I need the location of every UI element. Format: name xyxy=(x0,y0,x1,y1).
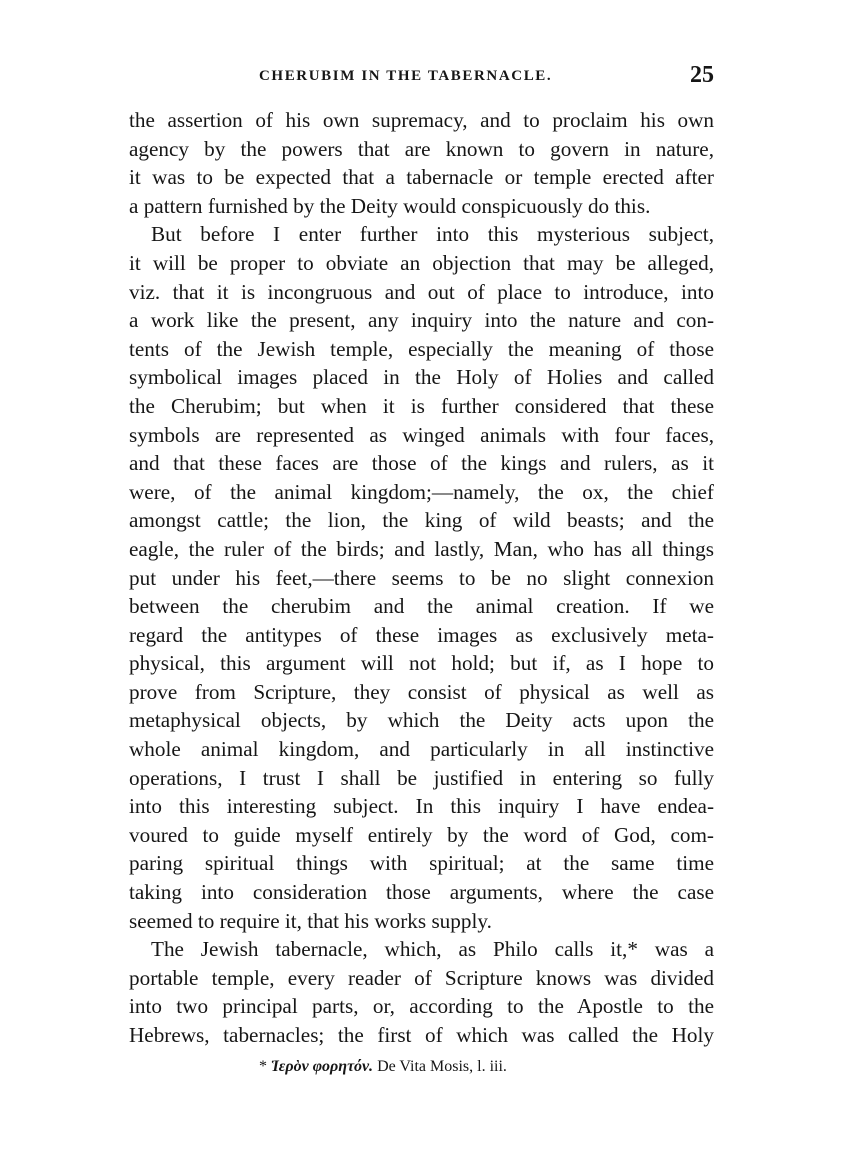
footnote xyxy=(259,1058,507,1076)
running-head-title: CHERUBIM IN THE TABERNACLE. xyxy=(259,68,553,84)
text-line: regard the antitypes of these images as exclusively meta- xyxy=(129,622,714,647)
text-line: put under his feet,—there seems to be no slight connexion xyxy=(129,565,714,590)
text-line: paring spiritual things with spiritual; at the same time xyxy=(129,851,714,876)
text-line: symbols are represented as winged animals with four faces, xyxy=(129,422,714,447)
text-line: into two principal parts, or, according to the Apostle to the xyxy=(129,994,714,1019)
text-line: between the cherubim and the animal creation. If we xyxy=(129,594,714,619)
text-line: agency by the powers that are known to govern in nature, xyxy=(129,136,714,161)
text-line: symbolical images placed in the Holy of Holies and called xyxy=(129,365,714,390)
text-line: prove from Scripture, they consist of physical as well as xyxy=(129,679,714,704)
paragraph-start-line: But before I enter further into this mysterious subject, xyxy=(151,222,714,247)
text-line: seemed to require it, that his works supply. xyxy=(129,908,492,933)
text-line: a pattern furnished by the Deity would conspicuously do this. xyxy=(129,193,651,218)
text-line: the Cherubim; but when it is further considered that these xyxy=(129,393,714,418)
footnote-greek-phrase: Ἱερὸν φορητόν. xyxy=(271,1058,374,1075)
running-head xyxy=(128,62,714,90)
text-line: the assertion of his own supremacy, and to proclaim his own xyxy=(129,108,714,132)
page-number: 25 xyxy=(690,62,714,88)
text-line: portable temple, every reader of Scripture knows was divided xyxy=(129,965,714,990)
text-line: Hebrews, tabernacles; the first of which was called the Holy xyxy=(129,1023,714,1047)
text-line: whole animal kingdom, and particularly in all instinctive xyxy=(129,737,714,762)
text-line: eagle, the ruler of the birds; and lastly, Man, who has all things xyxy=(129,536,714,561)
text-line: viz. that it is incongruous and out of place to introduce, into xyxy=(129,279,714,304)
footnote-marker: * xyxy=(259,1058,267,1075)
footnote-citation: De Vita Mosis, l. iii. xyxy=(377,1058,507,1075)
text-line: tents of the Jewish temple, especially the meaning of those xyxy=(129,336,714,361)
paragraph-start-line: The Jewish tabernacle, which, as Philo calls it,* was a xyxy=(151,937,714,962)
text-line: voured to guide myself entirely by the word of God, com- xyxy=(129,822,714,847)
text-line: taking into consideration those arguments, where the case xyxy=(129,880,714,905)
text-line: were, of the animal kingdom;—namely, the ox, the chief xyxy=(129,479,714,504)
text-line: metaphysical objects, by which the Deity acts upon the xyxy=(129,708,714,733)
text-line: operations, I trust I shall be justified in entering so fully xyxy=(129,765,714,790)
text-line: physical, this argument will not hold; but if, as I hope to xyxy=(129,651,714,676)
text-line: a work like the present, any inquiry into the nature and con- xyxy=(129,308,714,333)
text-line: and that these faces are those of the kings and rulers, as it xyxy=(129,451,714,476)
text-line: it was to be expected that a tabernacle or temple erected after xyxy=(129,165,714,190)
text-line: into this interesting subject. In this inquiry I have endea- xyxy=(129,794,714,819)
body-text xyxy=(129,106,714,1050)
text-line: amongst cattle; the lion, the king of wild beasts; and the xyxy=(129,508,714,533)
text-line: it will be proper to obviate an objection that may be alleged, xyxy=(129,250,714,275)
